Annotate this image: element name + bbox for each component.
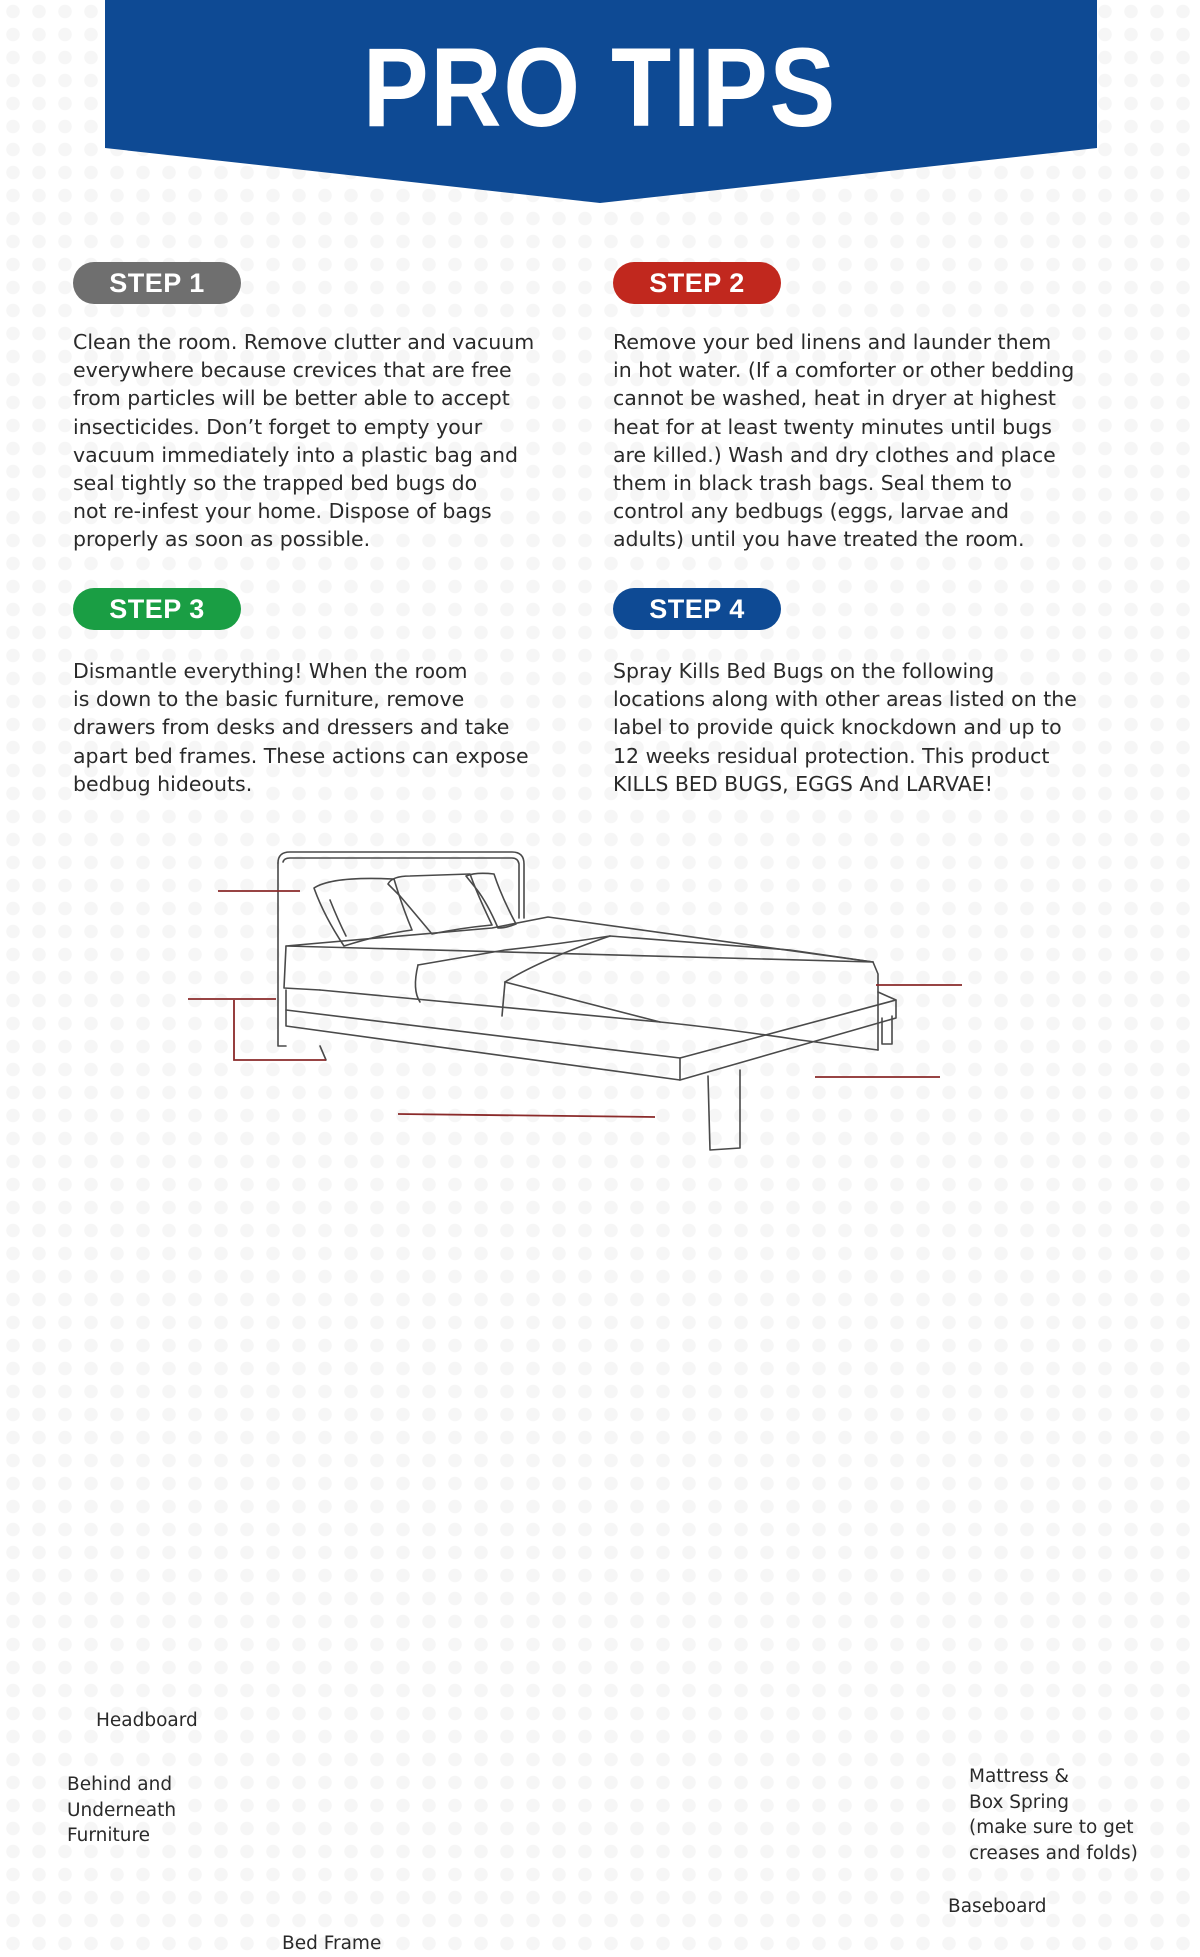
bed-frame-label: Bed Frame xyxy=(282,1933,382,1954)
step-4-text: Spray Kills Bed Bugs on the following locations along with other areas listed on the label to provide quick knockdown and up to 12 weeks residual protection. This product KILLS BED BUGS, EGGS And LARVAE! xyxy=(613,659,1077,796)
underneath-leader xyxy=(234,1000,326,1060)
step-2-badge: STEP 2 xyxy=(613,262,781,304)
baseboard-label: Baseboard xyxy=(948,1896,1047,1917)
step-3-badge: STEP 3 xyxy=(73,588,241,630)
step-3-text: Dismantle everything! When the room is down to the basic furniture, remove drawers from desks and dressers and take apart bed frames. These actions can expose bedbug hideouts. xyxy=(73,659,529,796)
headboard-label: Headboard xyxy=(96,1710,198,1731)
step-2-text: Remove your bed linens and launder them in hot water. (If a comforter or other bedding cannot be washed, heat in dryer at highest heat for at least twenty minutes until bugs are killed.) Wash and dry clothes and place them in black trash bags. Seal them to control any bedbugs (eggs, larvae and adults) until you have treated the room. xyxy=(613,330,1075,552)
callout-leaders xyxy=(0,830,1200,1200)
step-1-badge: STEP 1 xyxy=(73,262,241,304)
bed-frame-leader xyxy=(398,1114,655,1117)
step-1-text: Clean the room. Remove clutter and vacuum everywhere because crevices that are free from particles will be better able to accept insecticides. Don’t forget to empty your vacuum immediately into a plastic bag and seal tightly so the trapped bed bugs do not re-infest your home. Dispose of bags properly as soon as possible. xyxy=(73,330,535,552)
behind-furniture-label: Behind and Underneath Furniture xyxy=(67,1774,177,1846)
step-4-badge: STEP 4 xyxy=(613,588,781,630)
pro-tips-banner xyxy=(0,0,1200,205)
mattress-label: Mattress & Box Spring (make sure to get creases and folds) xyxy=(969,1766,1138,1864)
banner-title: PRO TIPS xyxy=(362,25,838,150)
bed-diagram xyxy=(0,830,1200,1954)
